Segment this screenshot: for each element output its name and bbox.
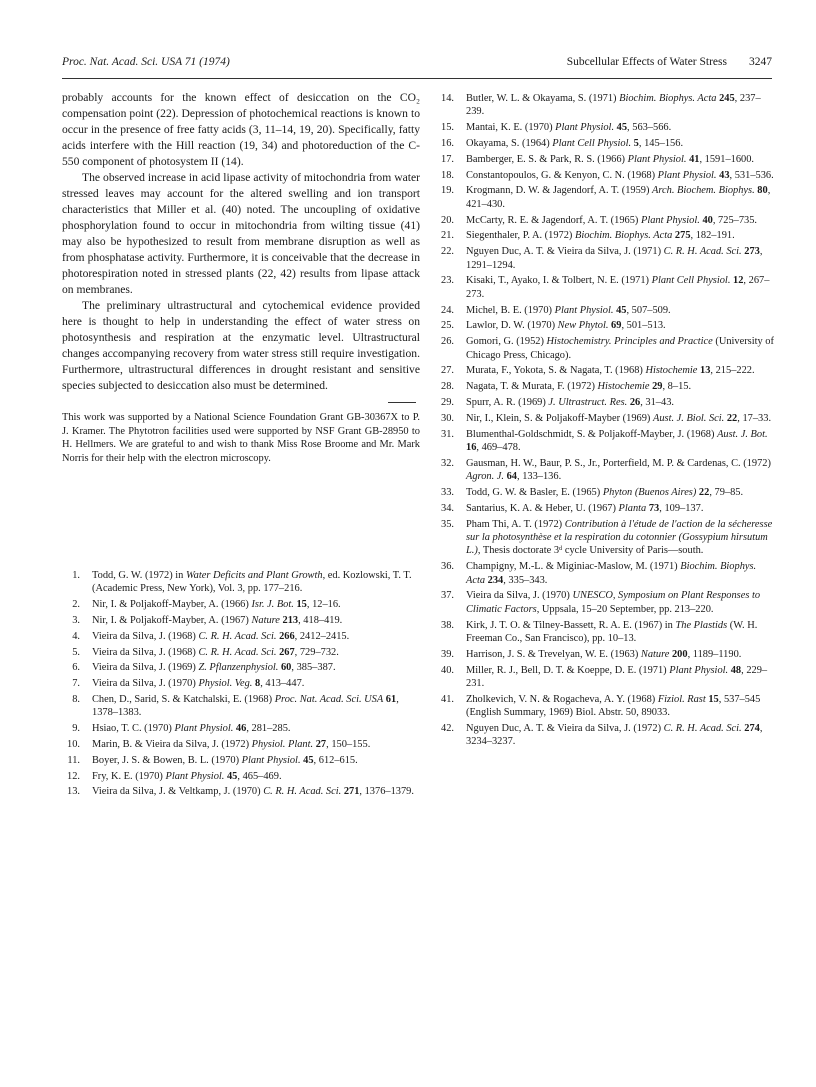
reference-pages: , 2412–2415. (294, 630, 350, 642)
reference-source: C. R. H. Acad. Sci. (263, 786, 342, 798)
reference-authors: Constantopoulos, G. & Kenyon, C. N. (1968) (466, 169, 658, 181)
reference-item (62, 693, 420, 720)
reference-item (62, 738, 420, 751)
reference-number: 15. (441, 122, 454, 134)
reference-number: 24. (441, 304, 454, 316)
reference-volume: 274 (741, 723, 760, 734)
reference-item (436, 722, 776, 749)
reference-authors: Gausman, H. W., Baur, P. S., Jr., Porterfield, M. P. & Cardenas, C. (1972) (466, 457, 771, 469)
reference-volume: 26 (627, 396, 641, 408)
reference-number: 30. (441, 412, 454, 424)
reference-pages: , 385–387. (291, 662, 336, 674)
reference-number: 1. (72, 570, 80, 581)
reference-source: Histochemistry. Principles and Practice (546, 336, 713, 348)
reference-source: C. R. H. Acad. Sci. (663, 246, 742, 258)
reference-item (436, 457, 776, 484)
reference-volume: 271 (341, 786, 360, 798)
reference-number: 18. (441, 169, 454, 181)
reference-pages: , Uppsala, 15–20 September, pp. 213–220. (536, 603, 714, 615)
reference-authors: Bamberger, E. S. & Park, R. S. (1966) (466, 153, 628, 165)
reference-authors: Siegenthaler, P. A. (1972) (466, 230, 575, 242)
reference-number: 41. (441, 693, 454, 705)
reference-authors: Pham Thi, A. T. (1972) (466, 518, 565, 530)
reference-pages: , 418–419. (298, 615, 343, 626)
reference-source: Arch. Biochem. Biophys. (652, 185, 755, 197)
reference-volume: 213 (279, 615, 299, 626)
reference-item (62, 569, 420, 596)
reference-pages: , 145–156. (638, 138, 684, 149)
reference-number: 6. (72, 662, 80, 674)
reference-authors: Boyer, J. S. & Bowen, B. L. (1970) (92, 754, 242, 766)
reference-source: Contribution à l'étude de l'action de la sécheresse sur la photosynthèse et la respiration du cotonnier (Gossypium hirsutum L.) (466, 518, 773, 557)
body-paragraph-3: The preliminary ultrastructural and cytochemical evidence provided here is thought to help in understanding the effect of water stress on photosynthesis and respiration at the enzymatic level. Ultrastructural changes accompanying recovery from water stress still require investigation. Furthermore, ultrastructural differences in drought resistant and sensitive species subjected to desiccation also must be determined. (62, 299, 420, 392)
reference-item (62, 646, 420, 659)
reference-item (436, 153, 776, 166)
reference-item (62, 754, 420, 767)
reference-authors: Vieira da Silva, J. (1970) (466, 590, 573, 602)
reference-volume: 45 (224, 770, 238, 782)
reference-number: 14. (441, 93, 454, 104)
reference-volume: 61 (383, 693, 397, 705)
reference-authors: Kirk, J. T. O. & Tilney-Bassett, R. A. E. (1967) in (466, 619, 676, 631)
reference-volume: 40 (699, 214, 713, 226)
reference-authors: Lawlor, D. W. (1970) (466, 320, 558, 332)
reference-number: 38. (441, 619, 454, 631)
reference-pages: , 31–43. (640, 396, 674, 408)
reference-volume: 266 (276, 630, 295, 642)
reference-item (62, 614, 420, 627)
reference-authors: Mantai, K. E. (1970) (466, 122, 556, 134)
reference-pages: , 413–447. (260, 678, 305, 690)
reference-volume: 273 (741, 246, 760, 258)
reference-pages: , 729–732. (294, 646, 339, 658)
reference-pages: , 267–273. (466, 275, 770, 300)
reference-source: Fiziol. Rast (657, 693, 706, 705)
reference-item (436, 319, 776, 332)
reference-item (436, 518, 776, 558)
body-paragraph-2: The observed increase in acid lipase activity of mitochondria from water stressed leaves may account for the altered swelling and ion transport characteristics that Miller et al. (40) noted. The uncoupling of oxidative phosphorylation found to occur in mitochondria from wilting tissue (41) may also be hypothesized to result from membrane disruption as well as from phosphatase activity. Furthermore, it is conceivable that the decrease in photorespiration noted in stressed plants (22, 42) results from lipase attack on membranes. (62, 171, 420, 296)
reference-volume: 73 (646, 502, 660, 514)
reference-number: 3. (72, 615, 80, 626)
reference-volume: 41 (686, 153, 700, 165)
reference-authors: Blumenthal-Goldschmidt, S. & Poljakoff-Mayber, J. (1968) (466, 428, 718, 440)
reference-authors: Nir, I. & Poljakoff-Mayber, A. (1967) (92, 615, 252, 626)
reference-item (62, 770, 420, 783)
reference-number: 5. (72, 646, 80, 658)
reference-authors: Miller, R. J., Bell, D. T. & Koeppe, D. E. (1971) (466, 664, 670, 676)
reference-source: Agron. J. (466, 471, 504, 483)
running-header (62, 56, 772, 74)
reference-volume: 45 (614, 122, 628, 134)
reference-authors: Hsiao, T. C. (1970) (92, 723, 175, 735)
reference-item (436, 648, 776, 661)
reference-item (436, 364, 776, 377)
reference-authors: Vieira da Silva, J. (1968) (92, 630, 199, 642)
reference-source: Biochim. Biophys. Acta (619, 93, 717, 104)
reference-item (62, 722, 420, 735)
reference-source: Nature (251, 615, 280, 626)
reference-volume: 80 (754, 185, 768, 197)
reference-number: 32. (441, 457, 454, 469)
reference-authors: Gomori, G. (1952) (466, 336, 547, 348)
reference-volume: 15 (705, 693, 719, 705)
reference-authors: Vieira da Silva, J. (1970) (92, 678, 199, 690)
reference-authors: Todd, G. W. & Basler, E. (1965) (466, 486, 603, 498)
reference-number: 8. (72, 693, 80, 705)
reference-item (436, 214, 776, 227)
reference-item (62, 630, 420, 643)
reference-number: 27. (441, 365, 454, 377)
reference-source: Plant Physiol. (554, 304, 614, 316)
reference-source: Biochim. Biophys. Acta (466, 561, 757, 586)
journal-citation: Proc. Nat. Acad. Sci. USA 71 (1974) (62, 56, 230, 68)
reference-source: Phyton (Buenos Aires) (602, 486, 697, 498)
reference-volume: 8 (252, 678, 261, 690)
reference-volume: 13 (697, 365, 711, 377)
reference-number: 26. (441, 336, 454, 348)
reference-number: 21. (441, 230, 454, 242)
reference-volume: 60 (278, 662, 292, 674)
reference-source: New Phytol. (557, 320, 609, 332)
reference-source: Isr. J. Bot. (251, 599, 294, 611)
reference-number: 25. (441, 320, 454, 332)
reference-authors: Champigny, M.-L. & Miginiac-Maslow, M. (1971) (466, 561, 681, 573)
reference-pages: , 1376–1379. (359, 786, 414, 798)
reference-volume: 200 (669, 648, 688, 660)
reference-source: Plant Physiol. (555, 122, 615, 134)
reference-authors: Nir, I., Klein, S. & Poljakoff-Mayber (1969) (466, 412, 653, 424)
reference-item (62, 661, 420, 674)
reference-item (436, 486, 776, 499)
reference-authors: Krogmann, D. W. & Jagendorf, A. T. (1959) (466, 185, 653, 197)
reference-item (436, 121, 776, 134)
reference-number: 29. (441, 396, 454, 408)
reference-number: 28. (441, 381, 454, 393)
reference-volume: 5 (631, 138, 639, 149)
reference-item (436, 380, 776, 393)
reference-number: 13. (67, 786, 80, 798)
reference-source: Proc. Nat. Acad. Sci. USA (274, 693, 384, 705)
reference-item (436, 589, 776, 616)
reference-item (62, 677, 420, 690)
reference-authors: Harrison, J. S. & Trevelyan, W. E. (1963) (466, 648, 641, 660)
reference-item (436, 396, 776, 409)
left-column (62, 90, 420, 465)
reference-pages: , 229–231. (466, 664, 768, 689)
reference-volume: 46 (233, 723, 247, 735)
reference-pages: , 537–545 (English Summary, 1969) Biol. Abstr. 50, 89033. (466, 693, 761, 719)
reference-pages: , 465–469. (237, 770, 282, 782)
reference-source: C. R. H. Acad. Sci. (198, 646, 277, 658)
acknowledgment: This work was supported by a National Science Foundation Grant GB-30367X to P. J. Kramer. The Phytotron facilities used were supported by NSF Grant GB-28950 to H. Hellmers. We are grateful to and wish to thank Miss Rose Broome and Mr. Mark Norris for their help with the electron microscopy. (62, 412, 420, 464)
reference-authors: Todd, G. W. (1972) in (92, 570, 186, 581)
reference-source: J. Ultrastruct. Res. (548, 396, 628, 408)
reference-authors: Nguyen Duc, A. T. & Vieira da Silva, J. (1971) (466, 246, 664, 258)
reference-authors: Nagata, T. & Murata, F. (1972) (466, 381, 598, 393)
header-right (567, 56, 772, 68)
reference-item (436, 137, 776, 150)
reference-number: 2. (72, 599, 80, 611)
reference-number: 39. (441, 648, 454, 660)
reference-source: Plant Physiol. (669, 664, 729, 676)
reference-authors: Chen, D., Sarid, S. & Katchalski, E. (1968) (92, 693, 275, 705)
reference-pages: , 469–478. (476, 441, 521, 453)
reference-number: 40. (441, 664, 454, 676)
reference-authors: Vieira da Silva, J. & Veltkamp, J. (1970) (92, 786, 264, 798)
reference-pages: , 335–343. (503, 574, 548, 586)
reference-item (436, 274, 776, 301)
reference-source: UNESCO, Symposium on Plant Responses to Climatic Factors (466, 590, 761, 615)
reference-number: 9. (72, 723, 80, 735)
reference-authors: Nir, I. & Poljakoff-Mayber, A. (1966) (92, 599, 252, 611)
reference-source: Z. Pflanzenphysiol. (198, 662, 279, 674)
reference-pages: , 237–239. (466, 93, 761, 118)
reference-authors: Vieira da Silva, J. (1969) (92, 662, 199, 674)
reference-volume: 245 (716, 93, 735, 104)
reference-source: Nature (640, 648, 670, 660)
reference-item (436, 184, 776, 211)
reference-item (436, 245, 776, 272)
reference-number: 23. (441, 275, 454, 287)
reference-volume: 22 (696, 486, 710, 498)
reference-item (436, 169, 776, 182)
reference-source: The Plastids (675, 619, 728, 631)
reference-pages: , 215–222. (710, 365, 755, 377)
reference-volume: 48 (728, 664, 742, 676)
reference-source: Biochim. Biophys. Acta (574, 230, 673, 242)
reference-source: Plant Physiol. (657, 169, 717, 181)
reference-item (436, 693, 776, 720)
reference-volume: 45 (300, 754, 314, 766)
reference-item (436, 304, 776, 317)
reference-pages: , 501–513. (621, 320, 666, 332)
reference-pages: , 17–33. (737, 412, 772, 424)
reference-authors: Okayama, S. (1964) (466, 138, 553, 149)
reference-number: 36. (441, 561, 454, 573)
reference-number: 10. (67, 738, 80, 750)
reference-source: Physiol. Veg. (198, 678, 253, 690)
reference-source: C. R. H. Acad. Sci. (198, 630, 277, 642)
reference-pages: , 1591–1600. (699, 153, 755, 165)
reference-pages: , 1189–1190. (687, 648, 742, 660)
reference-item (436, 428, 776, 455)
reference-volume: 16 (466, 441, 477, 453)
reference-volume: 22 (724, 412, 738, 424)
reference-pages: , 725–735. (712, 214, 758, 226)
reference-volume: 267 (276, 646, 295, 658)
reference-item (436, 560, 776, 587)
reference-number: 37. (441, 590, 454, 602)
reference-number: 12. (67, 770, 80, 782)
reference-list-left (62, 569, 420, 801)
reference-pages: , 150–155. (326, 738, 371, 750)
reference-authors: Spurr, A. R. (1969) (466, 396, 549, 408)
reference-pages: , 79–85. (709, 486, 744, 498)
reference-authors: Zholkevich, V. N. & Rogacheva, A. Y. (1968) (466, 693, 658, 705)
reference-pages: , 182–191. (690, 230, 735, 242)
reference-number: 33. (441, 486, 454, 498)
reference-volume: 29 (649, 381, 663, 393)
reference-item (436, 619, 776, 646)
reference-item (436, 335, 776, 362)
reference-authors: Michel, B. E. (1970) (466, 304, 555, 316)
reference-number: 22. (441, 246, 454, 258)
reference-volume: 275 (672, 230, 691, 242)
reference-authors: Fry, K. E. (1970) (92, 770, 166, 782)
reference-pages: , ed. Kozlowski, T. T. (Academic Press, New York), Vol. 3, pp. 177–216. (92, 570, 412, 595)
reference-pages: , 421–430. (466, 185, 771, 210)
reference-item (436, 92, 776, 119)
page-number: 3247 (749, 56, 772, 68)
reference-pages: , 531–536. (729, 169, 774, 181)
reference-authors: McCarty, R. E. & Jagendorf, A. T. (1965) (466, 214, 641, 226)
reference-number: 16. (441, 138, 454, 149)
header-rule (62, 78, 772, 79)
reference-pages: , 507–509. (626, 304, 671, 316)
reference-item (436, 502, 776, 515)
reference-number: 34. (441, 502, 454, 514)
reference-volume: 12 (730, 275, 744, 287)
reference-source: Plant Physiol. (241, 754, 301, 766)
reference-volume: 69 (608, 320, 622, 332)
reference-list-right (436, 92, 776, 751)
reference-number: 4. (72, 630, 80, 642)
reference-source: Plant Physiol. (640, 214, 700, 226)
section-divider (388, 402, 416, 403)
reference-source: Plant Cell Physiol. (552, 138, 632, 149)
reference-volume: 27 (313, 738, 327, 750)
reference-authors: Vieira da Silva, J. (1968) (92, 646, 199, 658)
reference-source: Plant Physiol. (174, 723, 234, 735)
reference-number: 20. (441, 214, 454, 226)
reference-item (436, 229, 776, 242)
reference-pages: , 133–136. (517, 471, 562, 483)
reference-pages: , 563–566. (627, 122, 672, 134)
reference-item (436, 412, 776, 425)
reference-pages: , 3234–3237. (466, 723, 763, 748)
reference-authors: Nguyen Duc, A. T. & Vieira da Silva, J. (1972) (466, 723, 664, 734)
reference-volume: 234 (485, 574, 504, 586)
reference-pages: , 109–137. (659, 502, 704, 514)
reference-authors: Murata, F., Yokota, S. & Nagata, T. (1968) (466, 365, 646, 377)
reference-source: Aust. J. Bot. (717, 428, 768, 440)
reference-source: Plant Physiol. (627, 153, 687, 165)
reference-item (436, 664, 776, 691)
reference-pages: , 12–16. (306, 599, 341, 611)
reference-source: Histochemie (645, 365, 698, 377)
reference-source: Water Deficits and Plant Growth (185, 570, 323, 581)
article-title: Subcellular Effects of Water Stress (566, 56, 727, 68)
reference-authors: Butler, W. L. & Okayama, S. (1971) (466, 93, 620, 104)
reference-number: 31. (441, 428, 454, 440)
reference-volume: 45 (613, 304, 627, 316)
reference-number: 7. (72, 678, 80, 690)
reference-authors: Marin, B. & Vieira da Silva, J. (1972) (92, 738, 252, 750)
reference-number: 19. (441, 185, 454, 197)
reference-pages: (University of Chicago Press, Chicago). (466, 336, 774, 361)
reference-source: Aust. J. Biol. Sci. (652, 412, 725, 424)
reference-number: 17. (441, 153, 454, 165)
body-paragraph-1: probably accounts for the known effect of desiccation on the CO₂ compensation point (22). Depression of photochemical reactions is known to occur in the presence of free fatty acids (3, 11–14, 19, 20). Specifically, fatty acids interfere with the Hill reaction (19, 34) and photoreduction of the C-550 component of photosystem II (14). (62, 91, 420, 168)
reference-number: 11. (67, 754, 80, 766)
reference-pages: (W. H. Freeman Co., San Francisco), pp. 10–13. (466, 619, 758, 644)
reference-item (62, 785, 420, 798)
reference-authors: Santarius, K. A. & Heber, U. (1967) (466, 502, 619, 514)
reference-pages: , 8–15. (662, 381, 692, 393)
reference-pages: , 1378–1383. (92, 693, 399, 719)
reference-pages: , Thesis doctorate 3ᵈ cycle University of Paris—south. (477, 545, 704, 557)
reference-pages: , 612–615. (313, 754, 358, 766)
reference-volume: 64 (504, 471, 517, 483)
reference-source: C. R. H. Acad. Sci. (663, 723, 742, 734)
reference-item (62, 598, 420, 611)
reference-pages: , 281–285. (246, 723, 291, 735)
reference-source: Physiol. Plant. (251, 738, 314, 750)
reference-volume: 43 (716, 169, 730, 181)
reference-pages: , 1291–1294. (466, 246, 763, 271)
reference-source: Planta (618, 502, 647, 514)
reference-source: Plant Cell Physiol. (651, 275, 731, 287)
reference-number: 42. (441, 723, 454, 734)
reference-number: 35. (441, 518, 454, 530)
reference-source: Plant Physiol. (165, 770, 225, 782)
reference-source: Histochemie (597, 381, 650, 393)
reference-volume: 15 (293, 599, 307, 611)
reference-authors: Kisaki, T., Ayako, I. & Tolbert, N. E. (1971) (466, 275, 652, 287)
